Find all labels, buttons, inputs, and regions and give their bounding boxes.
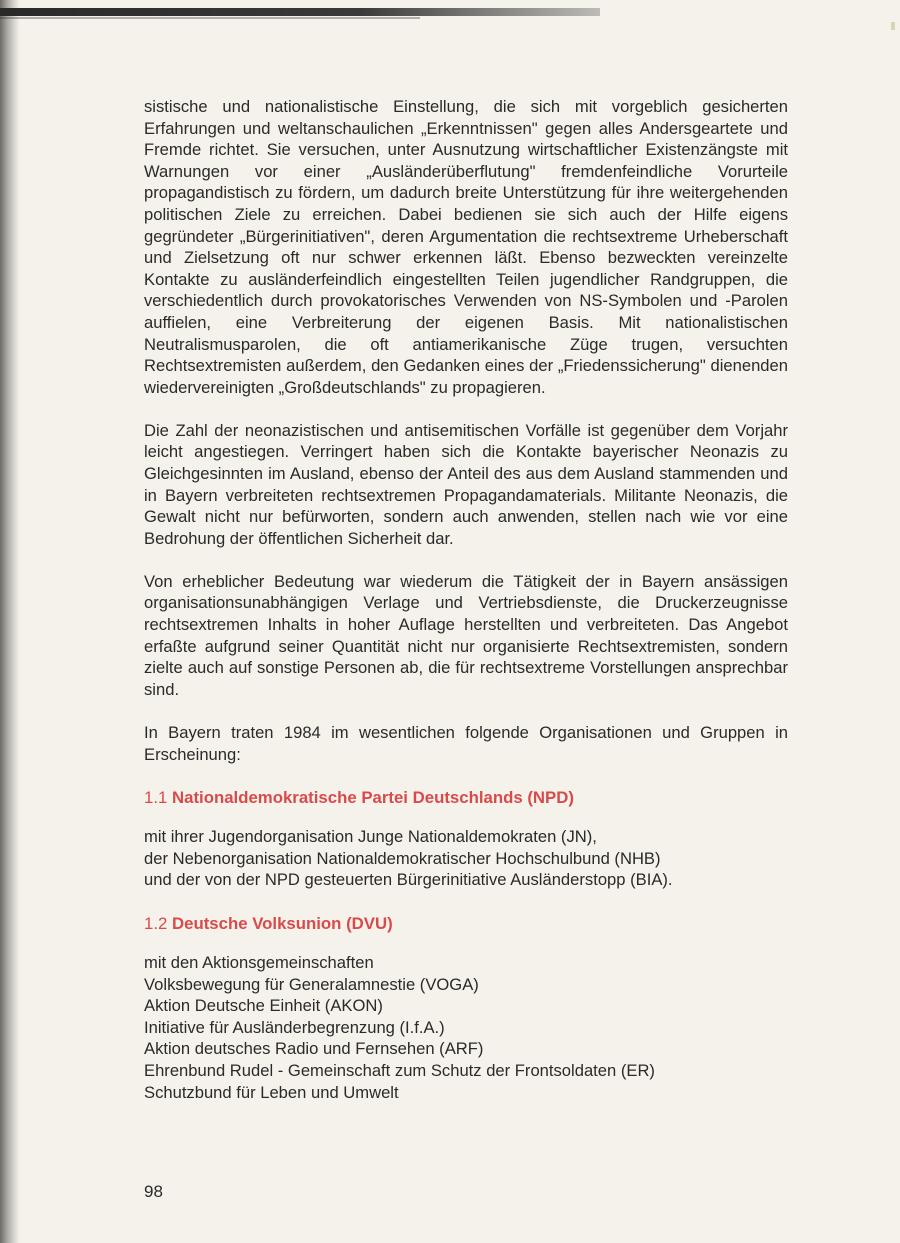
page-number: 98 bbox=[144, 1182, 163, 1201]
top-rule bbox=[0, 8, 600, 16]
section-line: Initiative für Ausländerbegrenzung (I.f.A.) bbox=[144, 1017, 445, 1037]
section-number: 1.2 bbox=[144, 913, 168, 933]
section-number: 1.1 bbox=[144, 787, 168, 807]
section-line: Aktion Deutsche Einheit (AKON) bbox=[144, 996, 383, 1016]
section-title: Deutsche Volksunion (DVU) bbox=[172, 913, 393, 933]
section-line: der Nebenorganisation Nationaldemokratischer Hochschulbund (NHB) bbox=[144, 848, 661, 868]
section-line: und der von der NPD gesteuerten Bürgerinitiative Ausländerstopp (BIA). bbox=[144, 870, 673, 890]
section-title: Nationaldemokratische Partei Deutschlands (NPD) bbox=[172, 787, 574, 807]
section-line: mit den Aktionsgemeinschaften bbox=[144, 953, 374, 973]
paragraph-1: sistische und nationalistische Einstellung, die sich mit vorgeblich gesicherten Erfahrungen und weltanschaulichen „Erkenntnissen" gegen alles Andersgeartete und Fremde richtet. Sie versuchen, unter Ausnutzung wirtschaftlicher Existenzängste mit Warnungen vor einer „Ausländerüberflutung" fremdenfeindliche Vorurteile propagandistisch zu fördern, um dadurch breite Unterstützung für ihre weitergehenden politischen Ziele zu erreichen. Dabei bedienen sie sich auch der Hilfe eigens gegründeter „Bürgerinitiativen", deren Argumentation die rechtsextreme Urheberschaft und Zielsetzung oft nur schwer erkennen läßt. Ebenso bezweckten vereinzelte Kontakte zu ausländerfeindlich eingestellten Teilen jugendlicher Randgruppen, die verschiedentlich durch provokatorisches Verwenden von NS-Symbolen und -Parolen auffielen, eine Verbreiterung der eigenen Basis. Mit nationalistischen Neutralismusparolen, die oft antiamerikanische Züge trugen, versuchten Rechtsextremisten außerdem, den Gedanken eines der „Friedenssicherung" dienenden wiedervereinigten „Großdeutschlands" zu propagieren. bbox=[144, 97, 788, 397]
section-heading-npd bbox=[144, 787, 788, 809]
section-dvu-body bbox=[144, 952, 788, 1103]
section-line: Schutzbund für Leben und Umwelt bbox=[144, 1082, 399, 1102]
page-content bbox=[144, 96, 788, 1125]
scan-mark bbox=[891, 22, 895, 30]
paragraph-4: In Bayern traten 1984 im wesentlichen folgende Organisationen und Gruppen in Erscheinung: bbox=[144, 722, 788, 764]
section-line: Volksbewegung für Generalamnestie (VOGA) bbox=[144, 974, 479, 994]
section-heading-dvu bbox=[144, 913, 788, 935]
paragraph-2: Die Zahl der neonazistischen und antisemitischen Vorfälle ist gegenüber dem Vorjahr leicht angestiegen. Verringert haben sich die Kontakte bayerischer Neonazis zu Gleichgesinnten im Ausland, ebenso der Anteil des aus dem Ausland stammenden und in Bayern verbreiteten rechtsextremen Propagandamaterials. Militante Neonazis, die Gewalt nicht nur befürworten, sondern auch anwenden, stellen nach wie vor eine Bedrohung der öffentlichen Sicherheit dar. bbox=[144, 420, 788, 548]
page-binding-shadow bbox=[0, 0, 20, 1243]
section-line: Aktion deutsches Radio und Fernsehen (ARF) bbox=[144, 1039, 484, 1059]
section-line: Ehrenbund Rudel - Gemeinschaft zum Schutz der Frontsoldaten (ER) bbox=[144, 1061, 655, 1081]
top-rule-thin bbox=[0, 17, 420, 19]
section-line: mit ihrer Jugendorganisation Junge Nationaldemokraten (JN), bbox=[144, 827, 597, 847]
paragraph-3: Von erheblicher Bedeutung war wiederum die Tätigkeit der in Bayern ansässigen organisationsunabhängigen Verlage und Vertriebsdienste, die Druckerzeugnisse rechtsextremen Inhalts in hoher Auflage herstellten und verbreiteten. Das Angebot erfaßte aufgrund seiner Quantität nicht nur organisierte Rechtsextremisten, sondern zielte auch auf sonstige Personen ab, die für rechtsextreme Vorstellungen ansprechbar sind. bbox=[144, 571, 788, 699]
section-npd-body bbox=[144, 826, 788, 891]
